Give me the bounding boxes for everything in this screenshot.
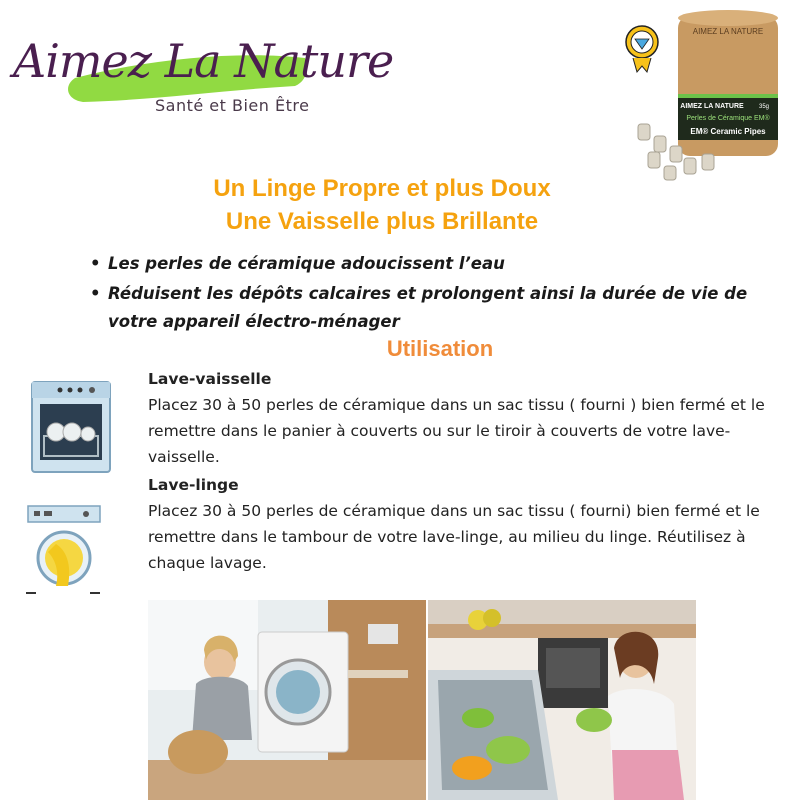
benefits-list xyxy=(88,250,788,338)
washing-machine-icon xyxy=(26,504,102,600)
section-title: Utilisation xyxy=(386,336,494,361)
washer-instructions xyxy=(148,472,793,576)
list-item: • Réduisent les dépôts calcaires et prolongent ainsi la durée de vie de votre appareil électro-ménager xyxy=(88,280,788,336)
laundry-photo xyxy=(148,600,426,800)
jar-lid-text: AIMEZ LA NATURE xyxy=(692,27,764,36)
dishwasher-photo xyxy=(428,600,696,800)
headline xyxy=(0,172,800,238)
jar-band-weight: 35g xyxy=(758,104,770,110)
list-item: • Les perles de céramique adoucissent l’eau xyxy=(88,250,788,278)
jar-band-name: Perles de Céramique EM® xyxy=(686,115,770,122)
dishwasher-instructions xyxy=(148,366,793,470)
washer-text: Placez 30 à 50 perles de céramique dans un sac tissu ( fourni) bien fermé et le remettre dans le tambour de votre lave-linge, au milieu du linge. Réutilisez à chaque lavage. xyxy=(148,502,760,572)
dishwasher-heading: Lave-vaisselle xyxy=(148,370,272,388)
product-image xyxy=(612,6,792,186)
dishwasher-icon xyxy=(30,380,112,476)
diamond-badge-icon xyxy=(626,26,658,72)
jar-band-pipes: EM® Ceramic Pipes xyxy=(690,127,766,136)
logo-script-text: Aimez La Nature xyxy=(13,34,394,88)
jar-band-brand: AIMEZ LA NATURE xyxy=(680,103,744,110)
dishwasher-text: Placez 30 à 50 perles de céramique dans un sac tissu ( fourni ) bien fermé et le remettre dans le panier à couverts ou sur le tiroir à couverts de votre lave-vaisselle. xyxy=(148,396,765,466)
logo-tagline: Santé et Bien Être xyxy=(155,96,310,115)
washer-heading: Lave-linge xyxy=(148,476,239,494)
headline-line-2: Une Vaisselle plus Brillante xyxy=(225,208,539,235)
brand-logo xyxy=(5,20,394,130)
headline-line-1: Un Linge Propre et plus Doux xyxy=(213,175,551,202)
